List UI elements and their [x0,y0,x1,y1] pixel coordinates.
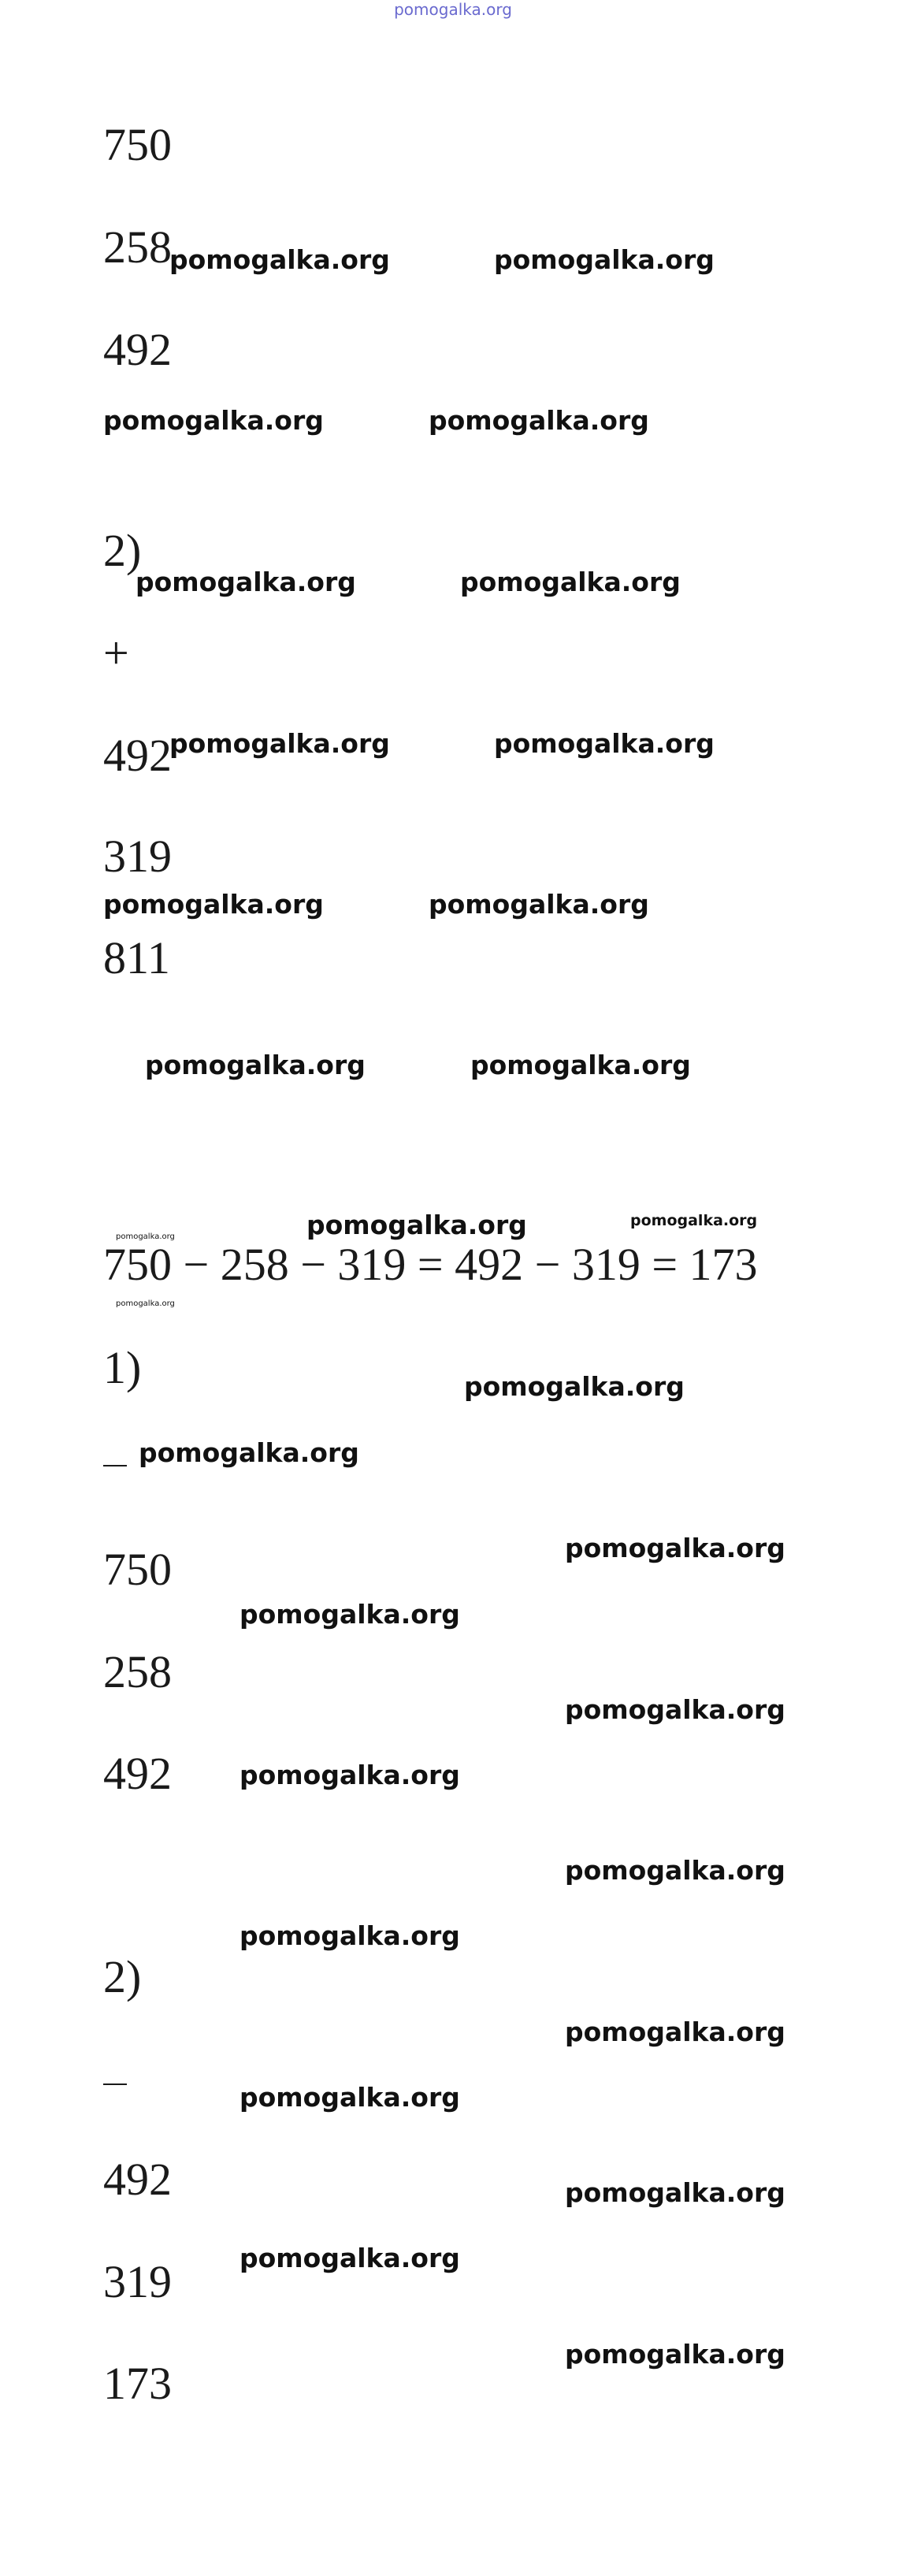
block-b-equation: 750 − 258 − 319 = 492 − 319 = 173 [103,1239,758,1290]
watermark: pomogalka.org [464,1371,685,1402]
watermark: pomogalka.org [565,1855,785,1886]
watermark: pomogalka.org [145,1050,366,1080]
watermark: pomogalka.org [429,405,649,436]
watermark: pomogalka.org [429,889,649,920]
watermark: pomogalka.org [306,1210,527,1240]
block-b-step1-minus-sign [103,1465,127,1466]
watermark: pomogalka.org [116,1299,175,1308]
watermark: pomogalka.org [565,2017,785,2047]
watermark: pomogalka.org [565,1533,785,1563]
block-a-step1-subtrahend: 258 [103,221,172,273]
watermark: pomogalka.org [460,567,681,597]
block-a-step2-result: 811 [103,932,170,983]
watermark: pomogalka.org [136,567,356,597]
watermark: pomogalka.org [470,1050,691,1080]
watermark: pomogalka.org [494,244,715,275]
block-b-step1-result: 492 [103,1748,172,1799]
block-b-step2-result: 173 [103,2358,172,2409]
watermark: pomogalka.org [565,2339,785,2370]
watermark: pomogalka.org [103,889,324,920]
block-b-step1-label: 1) [103,1342,142,1393]
watermark: pomogalka.org [239,1920,460,1951]
block-a-step1-result: 492 [103,324,172,375]
block-b-step2-label: 2) [103,1951,142,2002]
watermark: pomogalka.org [239,2082,460,2113]
block-b-step1-minuend: 750 [103,1544,172,1595]
block-b-step1-subtrahend: 258 [103,1646,172,1697]
block-a-step2-operator: + [103,627,129,678]
watermark: pomogalka.org [169,728,390,759]
watermark: pomogalka.org [116,1232,175,1241]
watermark: pomogalka.org [239,1599,460,1630]
block-a-step1-minuend: 750 [103,119,172,170]
watermark: pomogalka.org [565,2177,785,2208]
header-watermark: pomogalka.org [394,0,512,19]
watermark: pomogalka.org [494,728,715,759]
watermark: pomogalka.org [169,244,390,275]
watermark: pomogalka.org [239,1760,460,1790]
watermark: pomogalka.org [239,2243,460,2273]
block-a-step2-addend1: 492 [103,730,172,781]
block-a-step2-label: 2) [103,525,142,576]
block-a-step2-addend2: 319 [103,831,172,882]
block-b-step2-minus-sign [103,2083,127,2085]
watermark: pomogalka.org [139,1437,359,1468]
block-b-step2-subtrahend: 319 [103,2256,172,2307]
watermark: pomogalka.org [103,405,324,436]
watermark: pomogalka.org [565,1694,785,1725]
block-b-step2-minuend: 492 [103,2154,172,2205]
watermark: pomogalka.org [630,1212,758,1229]
